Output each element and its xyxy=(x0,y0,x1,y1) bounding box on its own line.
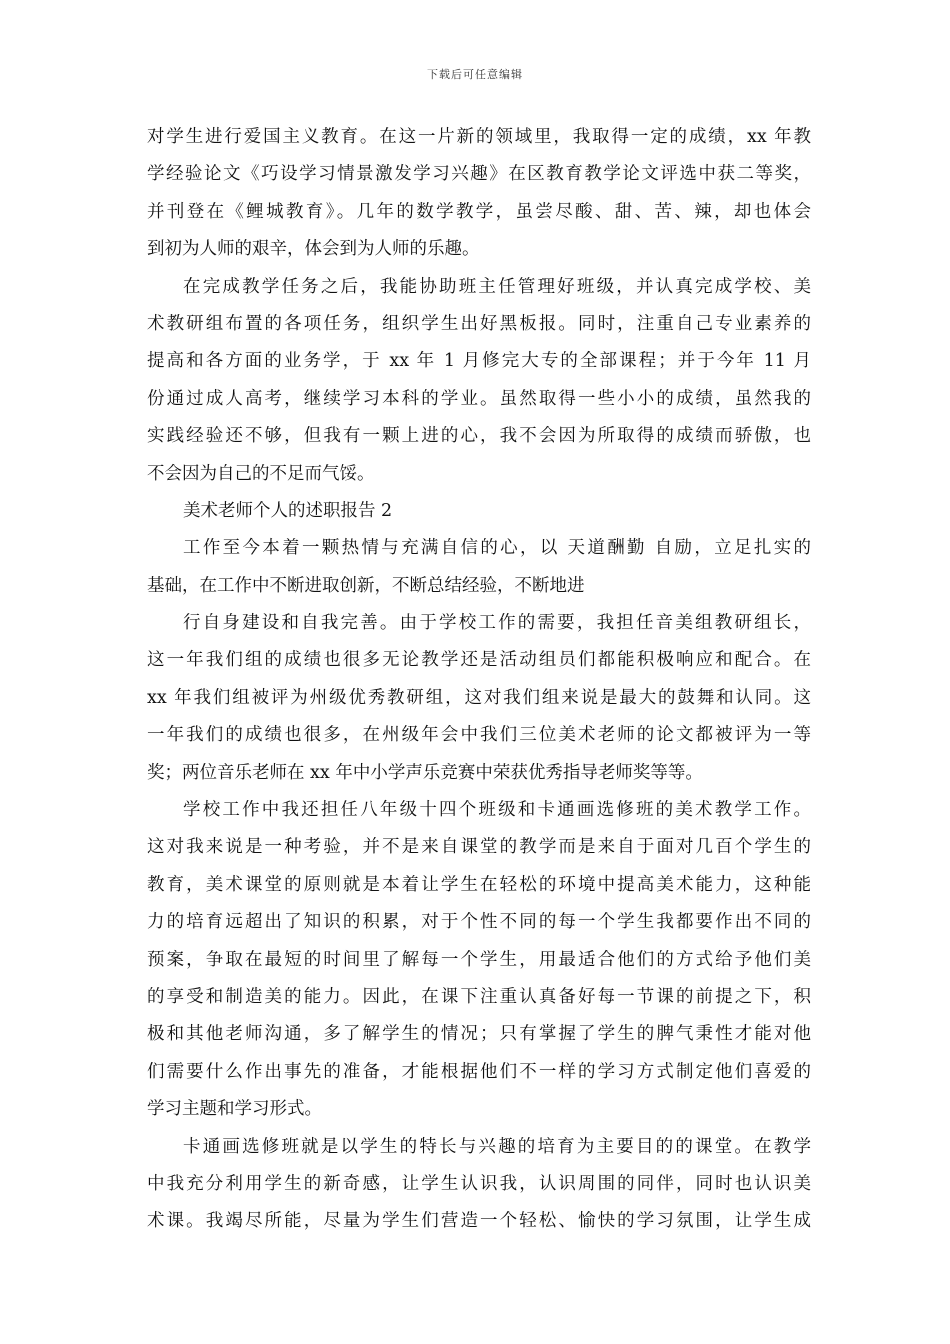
text-line: 对学生进行爱国主义教育。在这一片新的领域里，我取得一定的成绩，xx 年教 xyxy=(147,127,811,147)
text-line: 在完成教学任务之后，我能协助班主任管理好班级，并认真完成学校、美 xyxy=(183,276,811,297)
text-line: 并刊登在《鲤城教育》。几年的数学教学，虽尝尽酸、甜、苦、辣，却也体会 xyxy=(147,201,811,222)
text-line: 提高和各方面的业务学，于 xx 年 1 月修完大专的全部课程；并于今年 11 月 xyxy=(147,351,811,372)
text-line: 极和其他老师沟通，多了解学生的情况；只有掌握了学生的脾气秉性才能对他 xyxy=(147,1024,811,1045)
text-line: 这一年我们组的成绩也很多无论教学还是活动组员们都能积极响应和配合。在 xyxy=(147,650,811,671)
text-line: 的享受和制造美的能力。因此，在课下注重认真备好每一节课的前提之下，积 xyxy=(147,986,811,1007)
text-line: 份通过成人高考，继续学习本科的学业。虽然取得一些小小的成绩，虽然我的 xyxy=(147,388,811,409)
text-line: 工作至今本着一颗热情与充满自信的心，以 天道酬勤 自励，立足扎实的 xyxy=(183,538,811,559)
page-header: 下载后可任意编辑 xyxy=(427,68,523,81)
text-line: 预案，争取在最短的时间里了解每一个学生，用最适合他们的方式给予他们美 xyxy=(147,949,811,970)
text-line: 学校工作中我还担任八年级十四个班级和卡通画选修班的美术教学工作。 xyxy=(183,800,811,821)
text-line: 到初为人师的艰辛，体会到为人师的乐趣。 xyxy=(147,239,480,260)
text-line: 中我充分利用学生的新奇感，让学生认识我，认识周围的同伴，同时也认识美 xyxy=(147,1173,811,1194)
text-line: 行自身建设和自我完善。由于学校工作的需要，我担任音美组教研组长， xyxy=(183,613,811,634)
document-body xyxy=(147,119,811,1241)
text-line: 不会因为自己的不足而气馁。 xyxy=(147,463,375,484)
text-line: 术课。我竭尽所能，尽量为学生们营造一个轻松、愉快的学习氛围，让学生成 xyxy=(147,1211,811,1232)
text-line: xx 年我们组被评为州级优秀教研组，这对我们组来说是最大的鼓舞和认同。这 xyxy=(147,687,811,708)
text-line: 们需要什么作出事先的准备，才能根据他们不一样的学习方式制定他们喜爱的 xyxy=(147,1061,811,1082)
text-line: 卡通画选修班就是以学生的特长与兴趣的培育为主要目的的课堂。在教学 xyxy=(183,1136,811,1157)
text-line: 实践经验还不够，但我有一颗上进的心，我不会因为所取得的成绩而骄傲，也 xyxy=(147,426,811,447)
text-line: 基础，在工作中不断进取创新，不断总结经验，不断地进 xyxy=(147,575,585,596)
text-line: 学经验论文《巧设学习情景激发学习兴趣》在区教育教学论文评选中获二等奖， xyxy=(147,164,811,185)
text-line: 学习主题和学习形式。 xyxy=(147,1099,322,1120)
text-line: 术教研组布置的各项任务，组织学生出好黑板报。同时，注重自己专业素养的 xyxy=(147,313,811,334)
text-line: 美术老师个人的述职报告 2 xyxy=(183,500,393,521)
text-line: 奖；两位音乐老师在 xx 年中小学声乐竞赛中荣获优秀指导老师奖等等。 xyxy=(147,762,703,783)
text-line: 这对我来说是一种考验，并不是来自课堂的教学而是来自于面对几百个学生的 xyxy=(147,837,811,858)
text-line: 教育，美术课堂的原则就是本着让学生在轻松的环境中提高美术能力，这种能 xyxy=(147,874,811,895)
text-line: 一年我们的成绩也很多，在州级年会中我们三位美术老师的论文都被评为一等 xyxy=(147,725,811,746)
text-line: 力的培育远超出了知识的积累，对于个性不同的每一个学生我都要作出不同的 xyxy=(147,912,811,933)
